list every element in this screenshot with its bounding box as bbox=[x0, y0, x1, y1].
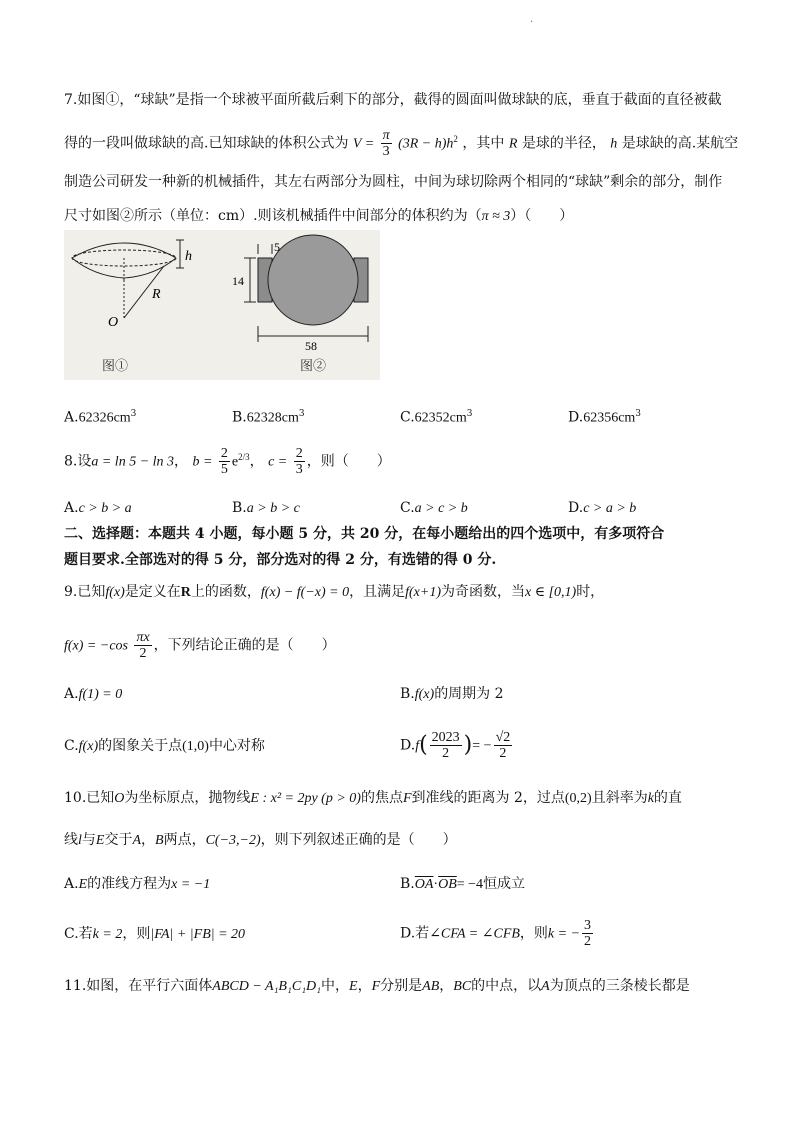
option-value: 62328cm bbox=[246, 410, 299, 426]
q11-text: 中， bbox=[321, 978, 350, 994]
q10-pt: (0,2) bbox=[564, 791, 592, 806]
q7-formula-frac bbox=[381, 128, 392, 159]
option-label: B. bbox=[232, 409, 247, 426]
q8-a-expr: a = ln 5 − ln 3 bbox=[91, 454, 175, 470]
q7-option-d[interactable] bbox=[568, 404, 641, 429]
option-sup: 3 bbox=[635, 409, 642, 419]
q7-formula-exp: 2 bbox=[453, 133, 458, 144]
q11-text: 分别是 bbox=[380, 978, 423, 994]
section2-line2: 题目要求.全部选对的得 5 分，部分选对的得 2 分，有选错的得 0 分. bbox=[64, 552, 497, 568]
q10-text: 到准线的距离为 2，过点 bbox=[411, 790, 565, 806]
q10-text: 10.已知 bbox=[64, 790, 115, 806]
q7-text: 是球缺的高.某航空 bbox=[621, 135, 739, 152]
q7-line3: 制造公司研发一种新的机械插件，其左右两部分为圆柱，中间为球切除两个相同的“球缺”剩余的部分，制作 bbox=[64, 174, 723, 190]
option-f: f(x) bbox=[414, 687, 435, 702]
q11-text: 11.如图，在平行六面体 bbox=[64, 978, 213, 994]
q10-text: 线 bbox=[64, 832, 78, 848]
spherical-cap-diagram bbox=[72, 240, 184, 318]
q11-text: 的中点，以 bbox=[471, 978, 542, 994]
option-text: 恒成立 bbox=[483, 876, 526, 892]
q8-b-lhs: b = bbox=[192, 454, 213, 470]
q8-c-num: 2 bbox=[295, 446, 303, 461]
q10-option-d[interactable] bbox=[400, 918, 595, 949]
option-f: f bbox=[415, 738, 420, 754]
q11-AB: AB bbox=[422, 979, 440, 994]
q10-d-frac bbox=[582, 918, 593, 949]
option-label: B. bbox=[400, 876, 415, 892]
option-sup: 3 bbox=[466, 409, 473, 419]
q11-text: ， bbox=[439, 978, 454, 994]
option-label: C. bbox=[64, 738, 79, 754]
option-value: 62326cm bbox=[78, 410, 131, 426]
q9-d-rden: 2 bbox=[499, 746, 507, 761]
q10-option-b[interactable] bbox=[400, 874, 525, 895]
option-eq: |FA| + |FB| = 20 bbox=[150, 927, 246, 942]
q7-option-c[interactable] bbox=[400, 404, 473, 429]
q9-d-den: 2 bbox=[442, 746, 450, 761]
option-point: (1,0) bbox=[182, 739, 209, 754]
q11-solid: ABCD − A₁B₁C₁D₁ bbox=[212, 979, 322, 994]
q10-O: O bbox=[114, 791, 125, 806]
q8-b-exp-den: 3 bbox=[245, 451, 250, 462]
q11-text: ， bbox=[357, 978, 372, 994]
q9-text: 9.已知 bbox=[64, 584, 106, 600]
q11-text: 为顶点的三条棱长都是 bbox=[549, 978, 690, 994]
dim-5-label: 5 bbox=[274, 240, 280, 254]
fig2-label: 图② bbox=[300, 359, 327, 374]
q11-F: F bbox=[371, 979, 381, 994]
q7-option-a[interactable] bbox=[64, 404, 136, 429]
q7-text: 是球的半径， bbox=[521, 135, 606, 152]
q7-text: ，其中 bbox=[462, 135, 505, 152]
q7-var-h: h bbox=[610, 136, 618, 152]
q8-c-den: 3 bbox=[295, 462, 303, 477]
q10-C: C(−3,−2) bbox=[205, 833, 261, 848]
dim-58-label: 58 bbox=[305, 339, 317, 353]
q9-stem-line2 bbox=[64, 630, 336, 661]
q9-def-lhs: f(x) = −cos bbox=[64, 638, 128, 654]
option-eq: x = −1 bbox=[171, 877, 211, 892]
q9-def-den: 2 bbox=[139, 646, 147, 661]
q10-A: A bbox=[132, 833, 142, 848]
q10-text: 的直 bbox=[653, 790, 682, 806]
q9-text: 是定义在 bbox=[124, 584, 181, 600]
q9-fx: f(x) bbox=[105, 585, 125, 600]
q9-text: 为奇函数，当 bbox=[441, 584, 525, 600]
q8-b-den: 5 bbox=[220, 462, 228, 477]
option-label: D. bbox=[400, 737, 416, 754]
option-eq: = −4 bbox=[456, 877, 484, 892]
q9-text: 上的函数， bbox=[190, 584, 261, 600]
q10-d-den: 2 bbox=[584, 934, 592, 949]
dim-14-label: 14 bbox=[232, 274, 244, 288]
q9-cond: x ∈ [0,1) bbox=[525, 585, 577, 600]
q8-option-c[interactable] bbox=[400, 498, 468, 519]
header-dot: . bbox=[530, 14, 534, 25]
option-label: D.若 bbox=[400, 925, 430, 942]
option-label: C. bbox=[400, 409, 415, 426]
q9-text: 时， bbox=[576, 584, 605, 600]
q11-stem bbox=[64, 976, 690, 997]
option-E: E bbox=[78, 877, 88, 892]
q9-def-frac bbox=[134, 630, 151, 661]
q7-line2 bbox=[64, 128, 738, 159]
q10-text: 的焦点 bbox=[360, 790, 403, 806]
vector-OA: $\overline{OA}$ bbox=[414, 877, 434, 892]
q9-stem-line1 bbox=[64, 582, 604, 603]
q10-d-num: 3 bbox=[584, 918, 592, 933]
option-value: c > b > a bbox=[78, 501, 132, 516]
q9-R: R bbox=[180, 585, 191, 600]
q7-frac-num: π bbox=[382, 128, 390, 143]
paren-right: ) bbox=[463, 732, 473, 758]
paren-left: ( bbox=[419, 732, 428, 758]
option-label: C.若 bbox=[64, 926, 93, 942]
q8-b-exp: 2/3 bbox=[238, 451, 250, 462]
q7-pi-approx: π ≈ 3 bbox=[481, 209, 511, 224]
q10-text: 且斜率为 bbox=[591, 790, 648, 806]
option-eq: = − bbox=[472, 738, 492, 754]
fig-O-label: O bbox=[108, 315, 119, 330]
q8-stem bbox=[64, 446, 391, 477]
q8-option-d[interactable] bbox=[568, 498, 636, 519]
option-label: D. bbox=[568, 500, 584, 516]
q11-BC: BC bbox=[453, 979, 472, 994]
option-text: 中心对称 bbox=[208, 738, 265, 754]
q7-figure-svg bbox=[64, 230, 380, 380]
q10-E2: E bbox=[95, 833, 105, 848]
option-label: A. bbox=[64, 686, 79, 702]
q7-formula-v: V = bbox=[352, 136, 375, 152]
q7-text: ）（ ） bbox=[510, 208, 574, 224]
option-text: 的准线方程为 bbox=[87, 876, 172, 892]
q11-E: E bbox=[349, 979, 358, 994]
option-text: 的周期为 2 bbox=[434, 686, 504, 702]
q10-text: 两点， bbox=[163, 832, 206, 848]
q9-text: ，下列结论正确的是（ ） bbox=[153, 637, 336, 654]
option-sup: 3 bbox=[130, 409, 137, 419]
q9-d-frac bbox=[430, 730, 462, 761]
q8-c-lhs: c = bbox=[268, 454, 288, 470]
q7-frac-den: 3 bbox=[382, 144, 390, 159]
q7-formula-rest: (3R − h)h bbox=[398, 136, 454, 152]
option-value: c > a > b bbox=[583, 501, 637, 516]
option-label: C. bbox=[400, 500, 415, 516]
q10-B: B bbox=[155, 833, 164, 848]
option-label: A. bbox=[64, 500, 79, 516]
option-value: a > b > c bbox=[246, 501, 300, 516]
q9-fx1: f(x+1) bbox=[405, 585, 441, 600]
option-angle: ∠CFA = ∠CFB bbox=[429, 926, 520, 942]
q10-text: 交于 bbox=[104, 832, 133, 848]
q8-text: ，则（ ） bbox=[306, 453, 391, 470]
option-label: B. bbox=[232, 500, 247, 516]
q9-def-num: πx bbox=[136, 630, 150, 645]
q9-d-rnum: √2 bbox=[495, 730, 511, 745]
q10-text: ，则下列叙述正确的是（ ） bbox=[260, 832, 457, 848]
q10-F: F bbox=[402, 791, 412, 806]
option-text: ，则 bbox=[122, 926, 151, 942]
vector-OB: $\overline{OB}$ bbox=[438, 877, 457, 892]
q10-E: E : x² = 2py (p > 0) bbox=[250, 791, 361, 806]
fig-R-label: R bbox=[152, 287, 161, 302]
q9-option-b[interactable] bbox=[400, 684, 504, 705]
insert-diagram bbox=[244, 235, 368, 342]
option-value: f(1) = 0 bbox=[78, 687, 123, 702]
q8-b-frac bbox=[219, 446, 230, 477]
q8-option-a[interactable] bbox=[64, 498, 132, 519]
q7-line1: 7.如图①，“球缺”是指一个球被平面所截后剩下的部分，截得的圆面叫做球缺的底，垂直于截面的直径被截 bbox=[64, 92, 722, 108]
q8-text: 8.设 bbox=[64, 453, 92, 470]
option-value: 62352cm bbox=[414, 410, 467, 426]
q10-k: k bbox=[647, 791, 654, 806]
option-label: A. bbox=[64, 876, 79, 892]
option-text: ，则 bbox=[519, 925, 548, 942]
option-label: D. bbox=[568, 409, 584, 426]
q9-text: ，且满足 bbox=[349, 584, 406, 600]
q7-line4 bbox=[64, 206, 573, 227]
option-k: k = − bbox=[547, 926, 581, 942]
q7-text: 尺寸如图②所示（单位：cm）.则该机械插件中间部分的体积约为（ bbox=[64, 208, 482, 224]
q9-option-a[interactable] bbox=[64, 684, 122, 705]
q7-figure bbox=[64, 230, 380, 380]
option-k: k = 2 bbox=[92, 927, 123, 942]
q11-A: A bbox=[541, 979, 550, 994]
q9-option-d[interactable] bbox=[400, 730, 514, 761]
option-value: 62356cm bbox=[583, 410, 636, 426]
section2-line1: 二、选择题：本题共 4 小题，每小题 5 分，共 20 分，在每小题给出的四个选项中，有多项符合 bbox=[64, 526, 665, 542]
q10-text: 与 bbox=[81, 832, 96, 848]
q9-d-num: 2023 bbox=[431, 730, 460, 745]
q10-text: ， bbox=[141, 832, 156, 848]
option-value: a > c > b bbox=[414, 501, 468, 516]
q8-option-b[interactable] bbox=[232, 498, 300, 519]
q8-text: ， bbox=[174, 453, 189, 470]
option-label: B. bbox=[400, 686, 415, 702]
fig1-label: 图① bbox=[102, 359, 129, 374]
q9-eq1: f(x) − f(−x) = 0 bbox=[260, 585, 350, 600]
q10-stem-line2 bbox=[64, 830, 457, 851]
q10-option-a[interactable] bbox=[64, 874, 210, 895]
q10-text: 为坐标原点，抛物线 bbox=[124, 790, 251, 806]
q8-c-frac bbox=[294, 446, 305, 477]
q8-text: ， bbox=[249, 453, 264, 470]
q8-b-e: e bbox=[231, 454, 239, 470]
q7-var-R: R bbox=[508, 136, 518, 152]
q10-option-c[interactable] bbox=[64, 924, 245, 945]
insert-sphere bbox=[268, 235, 358, 325]
dot-op: · bbox=[433, 877, 439, 892]
q9-option-c[interactable] bbox=[64, 736, 265, 757]
q10-stem-line1 bbox=[64, 788, 682, 809]
q10-l: l bbox=[78, 833, 82, 848]
option-sup: 3 bbox=[298, 409, 305, 419]
q9-d-rfrac bbox=[494, 730, 513, 761]
q8-b-exp-num: 2 bbox=[238, 451, 243, 462]
option-label: A. bbox=[64, 409, 79, 426]
q7-text: 得的一段叫做球缺的高.已知球缺的体积公式为 bbox=[64, 135, 349, 152]
option-f: f(x) bbox=[78, 739, 99, 754]
option-text: 的图象关于点 bbox=[98, 738, 183, 754]
q8-b-num: 2 bbox=[220, 446, 228, 461]
fig-h-label: h bbox=[185, 249, 192, 264]
q7-option-b[interactable] bbox=[232, 404, 305, 429]
